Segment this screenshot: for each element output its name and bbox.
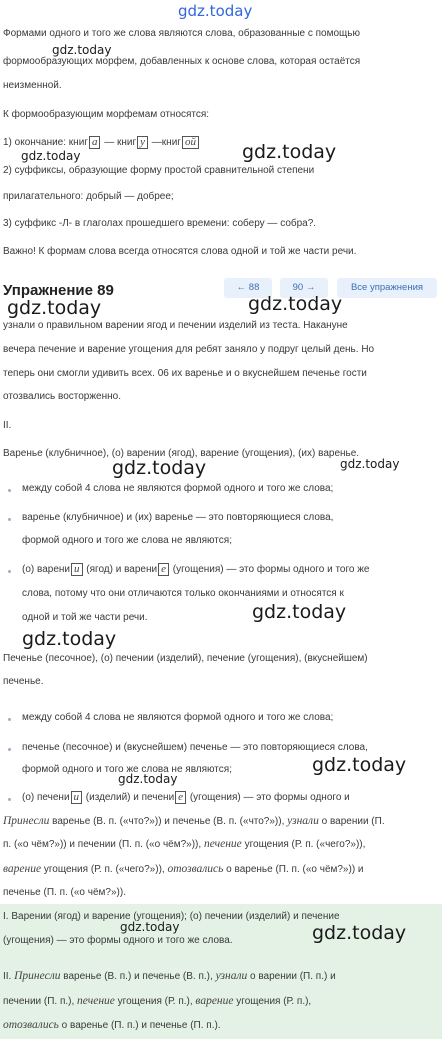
exercise-title: Упражнение 89 [3, 282, 114, 299]
ending-box-u: у [137, 136, 148, 149]
handwritten-word: варение [195, 995, 234, 1007]
watermark: gdz.today [52, 43, 112, 57]
site-logo[interactable]: gdz.today [178, 2, 253, 20]
watermark: gdz.today [21, 149, 81, 163]
c3-post: (угощения) — это формы одного и [187, 792, 350, 803]
bullet-dot [8, 518, 11, 521]
c3-mid: (изделий) и печени [83, 792, 175, 803]
ending-box-i: и [71, 563, 83, 576]
answer-text: печении (П. п.), [3, 996, 78, 1007]
item1-prefix: 1) окончание: книг [3, 137, 88, 148]
bullet-dot [8, 718, 11, 721]
all-exercises-button[interactable]: Все упражнения [337, 278, 437, 298]
pechene-heading-1: Печенье (песочное), (о) печении (изделий), печение (угощения), (вкуснейшем) [3, 653, 368, 664]
c3-pre: (о) печени [22, 792, 70, 803]
handwritten-word: Принесли [3, 815, 50, 827]
bullet-dot [8, 570, 11, 573]
text-line-4: отозвались восторженно. [3, 391, 122, 402]
varene-bullet-3 [22, 563, 370, 577]
pechene-heading-2: печенье. [3, 676, 44, 687]
varene-bullet-3c: одной и той же части речи. [22, 612, 148, 623]
watermark: gdz.today [312, 922, 407, 944]
sentence-line-1 [3, 814, 385, 829]
varene-bullet-3b: слова, потому что они отличаются только окончаниями и относятся к [22, 588, 344, 599]
sentence-line-4: печенье (П. п. («о чём?»)). [3, 887, 126, 898]
watermark: gdz.today [242, 141, 337, 163]
b3-post: (угощения) — это формы одного и того же [169, 564, 370, 575]
watermark: gdz.today [340, 457, 400, 471]
intro-line-2: формообразующих морфем, добавленных к основе слова, которая остаётся [3, 56, 361, 67]
handwritten-word: печение [77, 995, 115, 1007]
answer-line-1a: I. Варении (ягод) и варение (угощения); (о) печении (изделий) и печение [3, 911, 340, 922]
pechene-bullet-2a: печенье (песочное) и (вкуснейшем) печенье — это повторяющиеся слова, [22, 742, 368, 753]
watermark: gdz.today [118, 772, 178, 786]
intro-line-4: К формообразующим морфемам относятся: [3, 109, 210, 120]
sentence-text: п. («о чём?»)) и печении (П. п. («о чём?»)), [3, 839, 204, 850]
prev-exercise-button[interactable]: ← 88 [224, 278, 272, 298]
answer-text: угощения (Р. п.), [114, 996, 196, 1007]
answer-text: о варении (П. п.) и [247, 971, 336, 982]
watermark: gdz.today [252, 601, 347, 623]
ending-box-oi: ой [182, 136, 199, 149]
ending-box-a: а [89, 136, 101, 149]
next-exercise-button[interactable]: 90 → [280, 278, 328, 298]
answer-text: варенье (В. п.) и печенье (В. п.), [60, 971, 216, 982]
watermark: gdz.today [7, 297, 102, 319]
handwritten-word: Принесли [14, 970, 61, 982]
sentence-text: варенье (В. п. («что?»)) и печенье (В. п. («что?»)), [49, 816, 288, 827]
sentence-text: угощения (Р. п. («чего?»)), [241, 839, 366, 850]
handwritten-word: узнали [215, 970, 248, 982]
item1-dash2: —книг [149, 137, 181, 148]
varene-bullet-2b: формой одного и того же слова не являются; [22, 535, 232, 546]
ending-box-i: и [71, 791, 83, 804]
watermark: gdz.today [248, 293, 343, 315]
text-line-1: узнали о правильном варении ягод и печении изделий из теста. Накануне [3, 320, 348, 331]
handwritten-word: варение [3, 863, 42, 875]
intro-line-1: Формами одного и того же слова являются слова, образованные с помощью [3, 28, 360, 39]
answer-text: о варенье (П. п.) и печенье (П. п.). [58, 1020, 221, 1031]
sentence-text: о варенье (П. п. («о чём?»)) и [223, 864, 364, 875]
sentence-text: о варении (П. [318, 816, 385, 827]
answer-line-4 [3, 1018, 221, 1033]
bullet-dot [8, 489, 11, 492]
answer-line-3 [3, 994, 311, 1009]
important-note: Важно! К формам слова всегда относятся слова одной и той же части речи. [3, 246, 357, 257]
b3-mid: (ягод) и варени [83, 564, 158, 575]
watermark: gdz.today [112, 457, 207, 479]
text-line-2: вечера печение и варение угощения для ребят заняло у подруг целый день. Но [3, 344, 375, 355]
section-roman-2: II. [3, 420, 12, 431]
pechene-bullet-1: между собой 4 слова не являются формой одного и того же слова; [22, 712, 334, 723]
answer-text: II. [3, 971, 15, 982]
pechene-bullet-3 [22, 791, 350, 805]
watermark: gdz.today [22, 628, 117, 650]
handwritten-word: отозвались [3, 1019, 59, 1031]
handwritten-word: узнали [287, 815, 319, 827]
bullet-dot [8, 798, 11, 801]
bullet-dot [8, 748, 11, 751]
intro-item-2b: прилагательного: добрый — добрее; [3, 191, 174, 202]
watermark: gdz.today [312, 754, 407, 776]
handwritten-word: печение [203, 838, 242, 850]
varene-bullet-2a: варенье (клубничное) и (их) варенье — это повторяющиеся слова, [22, 512, 334, 523]
item1-dash1: — книг [101, 137, 137, 148]
answer-line-2 [3, 969, 336, 984]
intro-item-3: 3) суффикс -Л- в глаголах прошедшего времени: соберу — собра?. [3, 218, 317, 229]
intro-line-3: неизменной. [3, 80, 62, 91]
watermark: gdz.today [120, 920, 180, 934]
b3-pre: (о) варени [22, 564, 70, 575]
ending-box-e: е [158, 563, 169, 576]
intro-item-1 [3, 136, 200, 150]
answer-text: угощения (Р. п.), [233, 996, 312, 1007]
ending-box-e: е [175, 791, 186, 804]
varene-bullet-1: между собой 4 слова не являются формой одного и того же слова; [22, 483, 334, 494]
varene-heading: Варенье (клубничное), (о) варении (ягод), варение (угощения), (их) варенье. [3, 448, 360, 459]
intro-item-2a: 2) суффиксы, образующие форму простой сравнительной степени [3, 165, 315, 176]
answer-line-1b: (угощения) — это формы одного и того же слова. [3, 935, 233, 946]
pechene-bullet-2b: формой одного и того же слова не являются; [22, 764, 232, 775]
handwritten-word: отозвались [167, 863, 224, 875]
sentence-line-3 [3, 862, 364, 877]
sentence-line-2 [3, 837, 365, 852]
text-line-3: теперь они смогли удивить всех. 06 их варенье и о вкуснейшем печенье гости [3, 368, 367, 379]
sentence-text: угощения (Р. п. («чего?»)), [41, 864, 168, 875]
